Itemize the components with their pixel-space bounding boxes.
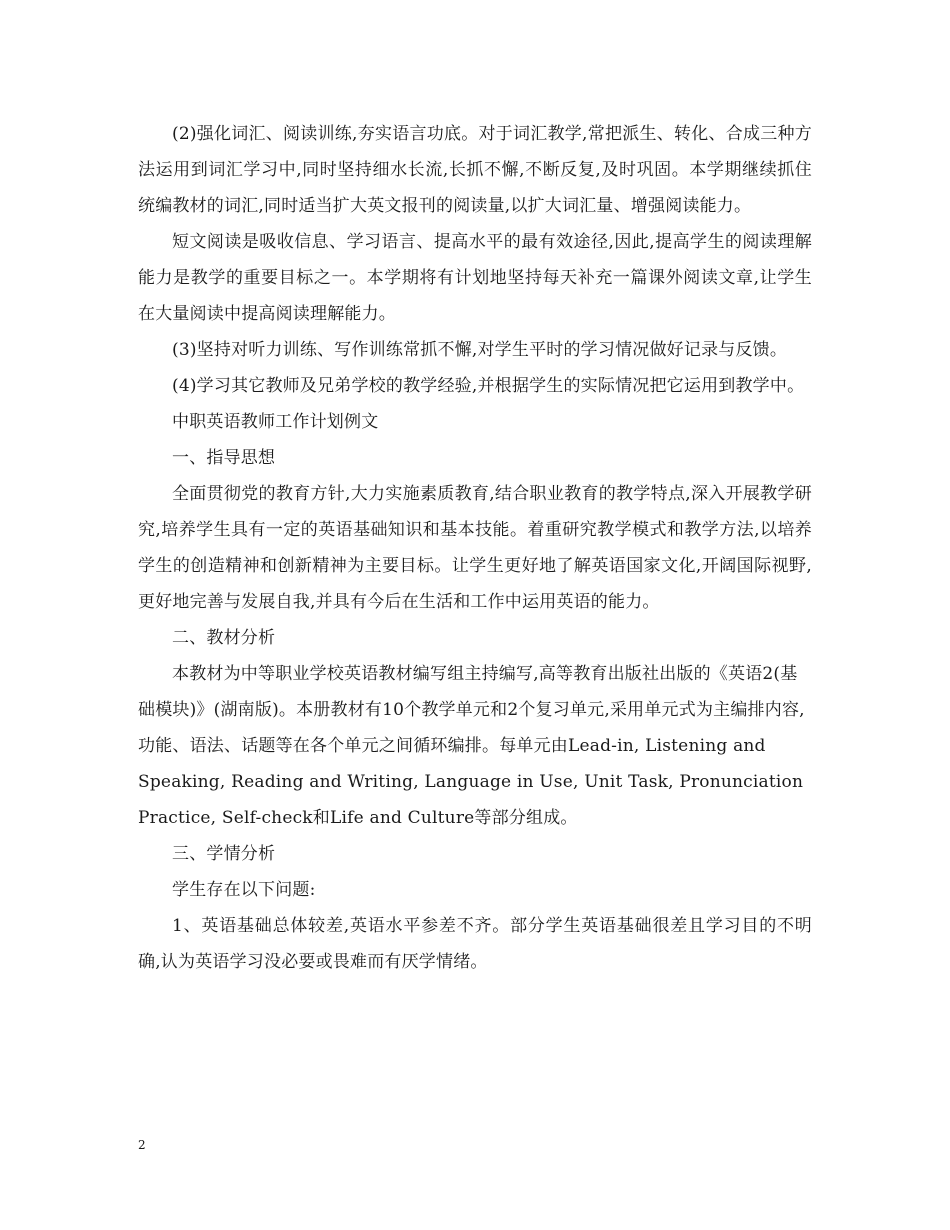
paragraph-short-text-reading: 短文阅读是吸收信息、学习语言、提高水平的最有效途径,因此,提高学生的阅读理解能力是教学的重要目标之一。本学期将有计划地坚持每天补充一篇课外阅读文章,让学生在大量阅读中提高阅读理解能力。 [138, 232, 812, 324]
section-title-plan-example: 中职英语教师工作计划例文 [172, 412, 379, 432]
paragraph-textbook-analysis: 本教材为中等职业学校英语教材编写组主持编写,高等教育出版社出版的《英语2(基础模块)》(湖南版)。本册教材有10个教学单元和2个复习单元,采用单元式为主编排内容,功能、语法、话题等在各个单元之间循环编排。每单元由Lead-in, Listening and Speaking, Reading and Writing, Language in Use, Unit Task, Pronunciation Practice, Self-check和Life and Culture等部分组成。 [138, 664, 805, 828]
heading-guiding-ideology: 一、指导思想 [172, 448, 276, 468]
heading-student-analysis: 三、学情分析 [172, 844, 276, 864]
paragraph-student-problem-1: 1、英语基础总体较差,英语水平参差不齐。部分学生英语基础很差且学习目的不明确,认为英语学习没必要或畏难而有厌学情绪。 [138, 916, 812, 972]
paragraph-vocabulary-reading: (2)强化词汇、阅读训练,夯实语言功底。对于词汇教学,常把派生、转化、合成三种方法运用到词汇学习中,同时坚持细水长流,长抓不懈,不断反复,及时巩固。本学期继续抓住统编教材的词汇,同时适当扩大英文报刊的阅读量,以扩大词汇量、增强阅读能力。 [138, 124, 812, 216]
paragraph-learn-experience: (4)学习其它教师及兄弟学校的教学经验,并根据学生的实际情况把它运用到教学中。 [172, 376, 805, 396]
document-body [138, 116, 812, 980]
paragraph-guiding-ideology: 全面贯彻党的教育方针,大力实施素质教育,结合职业教育的教学特点,深入开展教学研究,培养学生具有一定的英语基础知识和基本技能。着重研究教学模式和教学方法,以培养学生的创造精神和创新精神为主要目标。让学生更好地了解英语国家文化,开阔国际视野,更好地完善与发展自我,并具有今后在生活和工作中运用英语的能力。 [138, 484, 812, 612]
paragraph-listening-writing: (3)坚持对听力训练、写作训练常抓不懈,对学生平时的学习情况做好记录与反馈。 [172, 340, 788, 360]
page-number: 2 [138, 1138, 146, 1152]
heading-textbook-analysis: 二、教材分析 [172, 628, 276, 648]
paragraph-student-problems-intro: 学生存在以下问题: [172, 880, 316, 900]
